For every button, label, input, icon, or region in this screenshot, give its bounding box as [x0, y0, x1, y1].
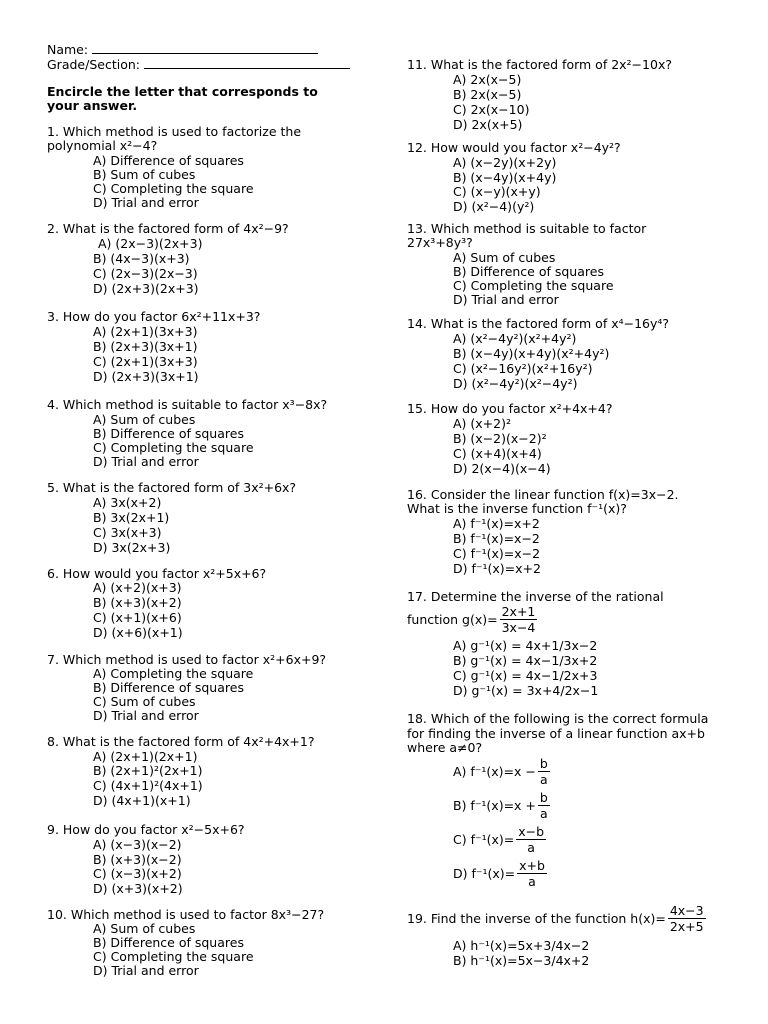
name-label: Name:: [47, 42, 89, 57]
fraction-denominator: a: [540, 806, 548, 821]
option-a[interactable]: A) 3x(x+2): [93, 495, 162, 510]
option-a[interactable]: A) (x+2)²: [453, 416, 511, 431]
option-d[interactable]: D) (x+3)(x+2): [93, 881, 183, 896]
option-d[interactable]: [453, 858, 549, 889]
option-c[interactable]: C) Completing the square: [93, 181, 254, 196]
option-b[interactable]: B) (x−2)(x−2)²: [453, 431, 547, 446]
question-text: 3. How do you factor 6x²+11x+3?: [47, 309, 261, 324]
option-c[interactable]: C) (x²−16y²)(x²+16y²): [453, 361, 593, 376]
option-b[interactable]: B) h⁻¹(x)=5x−3/4x+2: [453, 953, 590, 968]
option-c[interactable]: C) Completing the square: [93, 949, 254, 964]
question-text: 10. Which method is used to factor 8x³−27?: [47, 907, 325, 922]
option-d[interactable]: D) g⁻¹(x) = 3x+4/2x−1: [453, 683, 599, 698]
option-b[interactable]: B) Difference of squares: [93, 426, 244, 441]
option-d[interactable]: D) Trial and error: [93, 963, 199, 978]
grade-section-blank[interactable]: [144, 57, 350, 69]
option-a[interactable]: A) Completing the square: [93, 666, 254, 681]
question-text: 14. What is the factored form of x⁴−16y⁴?: [407, 316, 670, 331]
option-a[interactable]: A) (2x−3)(2x+3): [98, 236, 203, 251]
question-text: [407, 903, 708, 934]
option-c[interactable]: C) (x+1)(x+6): [93, 610, 182, 625]
option-b[interactable]: B) 3x(2x+1): [93, 510, 170, 525]
option-d[interactable]: D) Trial and error: [453, 292, 559, 307]
option-a[interactable]: A) (2x+1)(2x+1): [93, 749, 198, 764]
option-a[interactable]: A) f⁻¹(x)=x+2: [453, 516, 540, 531]
option-c[interactable]: C) (4x+1)²(4x+1): [93, 778, 203, 793]
option-a[interactable]: A) (2x+1)(3x+3): [93, 324, 198, 339]
question-text: polynomial x²−4?: [47, 138, 158, 153]
question-text: 15. How do you factor x²+4x+4?: [407, 401, 613, 416]
option-d[interactable]: D) 2(x−4)(x−4): [453, 461, 551, 476]
option-b[interactable]: B) Sum of cubes: [93, 167, 196, 182]
option-c[interactable]: C) f⁻¹(x)=x−2: [453, 546, 541, 561]
question-text: 7. Which method is used to factor x²+6x+9?: [47, 652, 327, 667]
option-b[interactable]: B) g⁻¹(x) = 4x−1/3x+2: [453, 653, 598, 668]
option-c[interactable]: C) (2x−3)(2x−3): [93, 266, 198, 281]
option-c[interactable]: C) (x−y)(x+y): [453, 184, 541, 199]
option-c[interactable]: C) g⁻¹(x) = 4x−1/2x+3: [453, 668, 598, 683]
fraction-denominator: 2x+5: [669, 919, 704, 934]
question-text: 17. Determine the inverse of the rational: [407, 589, 664, 604]
option-d[interactable]: D) f⁻¹(x)=x+2: [453, 561, 541, 576]
option-b[interactable]: B) 2x(x−5): [453, 87, 522, 102]
fraction-denominator: a: [540, 772, 548, 787]
question-text: 4. Which method is suitable to factor x³−8x?: [47, 397, 328, 412]
fraction-denominator: a: [527, 840, 535, 855]
option-c[interactable]: C) Completing the square: [93, 440, 254, 455]
option-c[interactable]: C) 3x(x+3): [93, 525, 162, 540]
option-a[interactable]: A) (x²−4y²)(x²+4y²): [453, 331, 577, 346]
question-text: 13. Which method is suitable to factor: [407, 221, 647, 236]
grade-section-field: [47, 57, 350, 72]
option-b[interactable]: B) (x+3)(x+2): [93, 595, 182, 610]
fraction: [538, 790, 550, 821]
option-a[interactable]: A) (x−3)(x−2): [93, 837, 182, 852]
option-a[interactable]: [453, 756, 552, 787]
fraction-denominator: 3x−4: [501, 620, 536, 635]
option-d[interactable]: D) (2x+3)(3x+1): [93, 369, 199, 384]
option-a[interactable]: A) Sum of cubes: [93, 921, 196, 936]
option-a[interactable]: A) (x+2)(x+3): [93, 580, 182, 595]
question-text: 18. Which of the following is the correct formula: [407, 711, 709, 726]
option-c[interactable]: C) Completing the square: [453, 278, 614, 293]
option-d[interactable]: D) Trial and error: [93, 454, 199, 469]
option-d[interactable]: D) (4x+1)(x+1): [93, 793, 191, 808]
option-d[interactable]: D) (x²−4y²)(x²−4y²): [453, 376, 578, 391]
option-b[interactable]: B) Difference of squares: [453, 264, 604, 279]
question-text: where a≠0?: [407, 740, 483, 755]
fraction: [500, 604, 538, 635]
grade-section-label: Grade/Section:: [47, 57, 140, 72]
option-prefix: A) f⁻¹(x)=x −: [453, 764, 536, 779]
option-b[interactable]: [453, 790, 552, 821]
option-c[interactable]: C) Sum of cubes: [93, 694, 196, 709]
option-c[interactable]: C) (x−3)(x+2): [93, 866, 182, 881]
option-prefix: B) f⁻¹(x)=x +: [453, 798, 536, 813]
instructions-line-1: Encircle the letter that corresponds to: [47, 84, 318, 99]
question-function: [407, 604, 539, 635]
option-b[interactable]: B) f⁻¹(x)=x−2: [453, 531, 540, 546]
fraction-numerator: 2x+1: [501, 604, 536, 619]
name-field: [47, 42, 318, 57]
question-text: 1. Which method is used to factorize the: [47, 124, 302, 139]
option-d[interactable]: D) 2x(x+5): [453, 117, 523, 132]
question-text: 8. What is the factored form of 4x²+4x+1?: [47, 734, 315, 749]
option-d[interactable]: D) (x²−4)(y²): [453, 199, 535, 214]
option-b[interactable]: B) Difference of squares: [93, 935, 244, 950]
question-text: 9. How do you factor x²−5x+6?: [47, 822, 245, 837]
option-a[interactable]: A) g⁻¹(x) = 4x+1/3x−2: [453, 638, 598, 653]
option-a[interactable]: A) Sum of cubes: [453, 250, 556, 265]
fraction: [668, 903, 706, 934]
fraction-numerator: b: [539, 790, 548, 805]
question-text: 2. What is the factored form of 4x²−9?: [47, 221, 289, 236]
option-b[interactable]: B) (2x+3)(3x+1): [93, 339, 198, 354]
fraction-numerator: x−b: [518, 824, 545, 839]
option-d[interactable]: D) (x+6)(x+1): [93, 625, 183, 640]
question-text: 16. Consider the linear function f(x)=3x−2.: [407, 487, 679, 502]
option-b[interactable]: B) Difference of squares: [93, 680, 244, 695]
fraction-numerator: x+b: [519, 858, 545, 873]
name-blank[interactable]: [92, 42, 318, 54]
question-text: 27x³+8y³?: [407, 235, 473, 250]
fraction: [516, 824, 546, 855]
question-text: What is the inverse function f⁻¹(x)?: [407, 501, 627, 516]
option-c[interactable]: [453, 824, 548, 855]
option-c[interactable]: C) (x+4)(x+4): [453, 446, 542, 461]
option-b[interactable]: B) (x+3)(x−2): [93, 852, 182, 867]
option-a[interactable]: A) Difference of squares: [93, 153, 244, 168]
function-label: function g(x)=: [407, 612, 498, 627]
option-b[interactable]: B) (x−4y)(x+4y)(x²+4y²): [453, 346, 610, 361]
fraction: [517, 858, 547, 889]
option-a[interactable]: A) (x−2y)(x+2y): [453, 155, 557, 170]
option-a[interactable]: A) Sum of cubes: [93, 412, 196, 427]
question-text: 11. What is the factored form of 2x²−10x?: [407, 57, 672, 72]
fraction-numerator: b: [539, 756, 548, 771]
question-text: 6. How would you factor x²+5x+6?: [47, 566, 267, 581]
option-prefix: C) f⁻¹(x)=: [453, 832, 515, 847]
option-d[interactable]: D) Trial and error: [93, 195, 199, 210]
instructions-line-2: your answer.: [47, 98, 138, 113]
option-a[interactable]: A) 2x(x−5): [453, 72, 522, 87]
option-b[interactable]: B) (x−4y)(x+4y): [453, 170, 557, 185]
fraction-numerator: 4x−3: [669, 903, 704, 918]
option-c[interactable]: C) 2x(x−10): [453, 102, 530, 117]
option-d[interactable]: D) 3x(2x+3): [93, 540, 171, 555]
option-c[interactable]: C) (2x+1)(3x+3): [93, 354, 198, 369]
option-prefix: D) f⁻¹(x)=: [453, 866, 516, 881]
option-b[interactable]: B) (4x−3)(x+3): [93, 251, 190, 266]
option-b[interactable]: B) (2x+1)²(2x+1): [93, 763, 203, 778]
question-text: for finding the inverse of a linear function ax+b: [407, 726, 705, 741]
option-d[interactable]: D) (2x+3)(2x+3): [93, 281, 199, 296]
fraction: [538, 756, 550, 787]
question-text: 12. How would you factor x²−4y²?: [407, 140, 621, 155]
option-a[interactable]: A) h⁻¹(x)=5x+3/4x−2: [453, 938, 590, 953]
option-d[interactable]: D) Trial and error: [93, 708, 199, 723]
fraction-denominator: a: [528, 874, 536, 889]
question-text: 5. What is the factored form of 3x²+6x?: [47, 480, 297, 495]
question-prefix: 19. Find the inverse of the function h(x)=: [407, 911, 666, 926]
